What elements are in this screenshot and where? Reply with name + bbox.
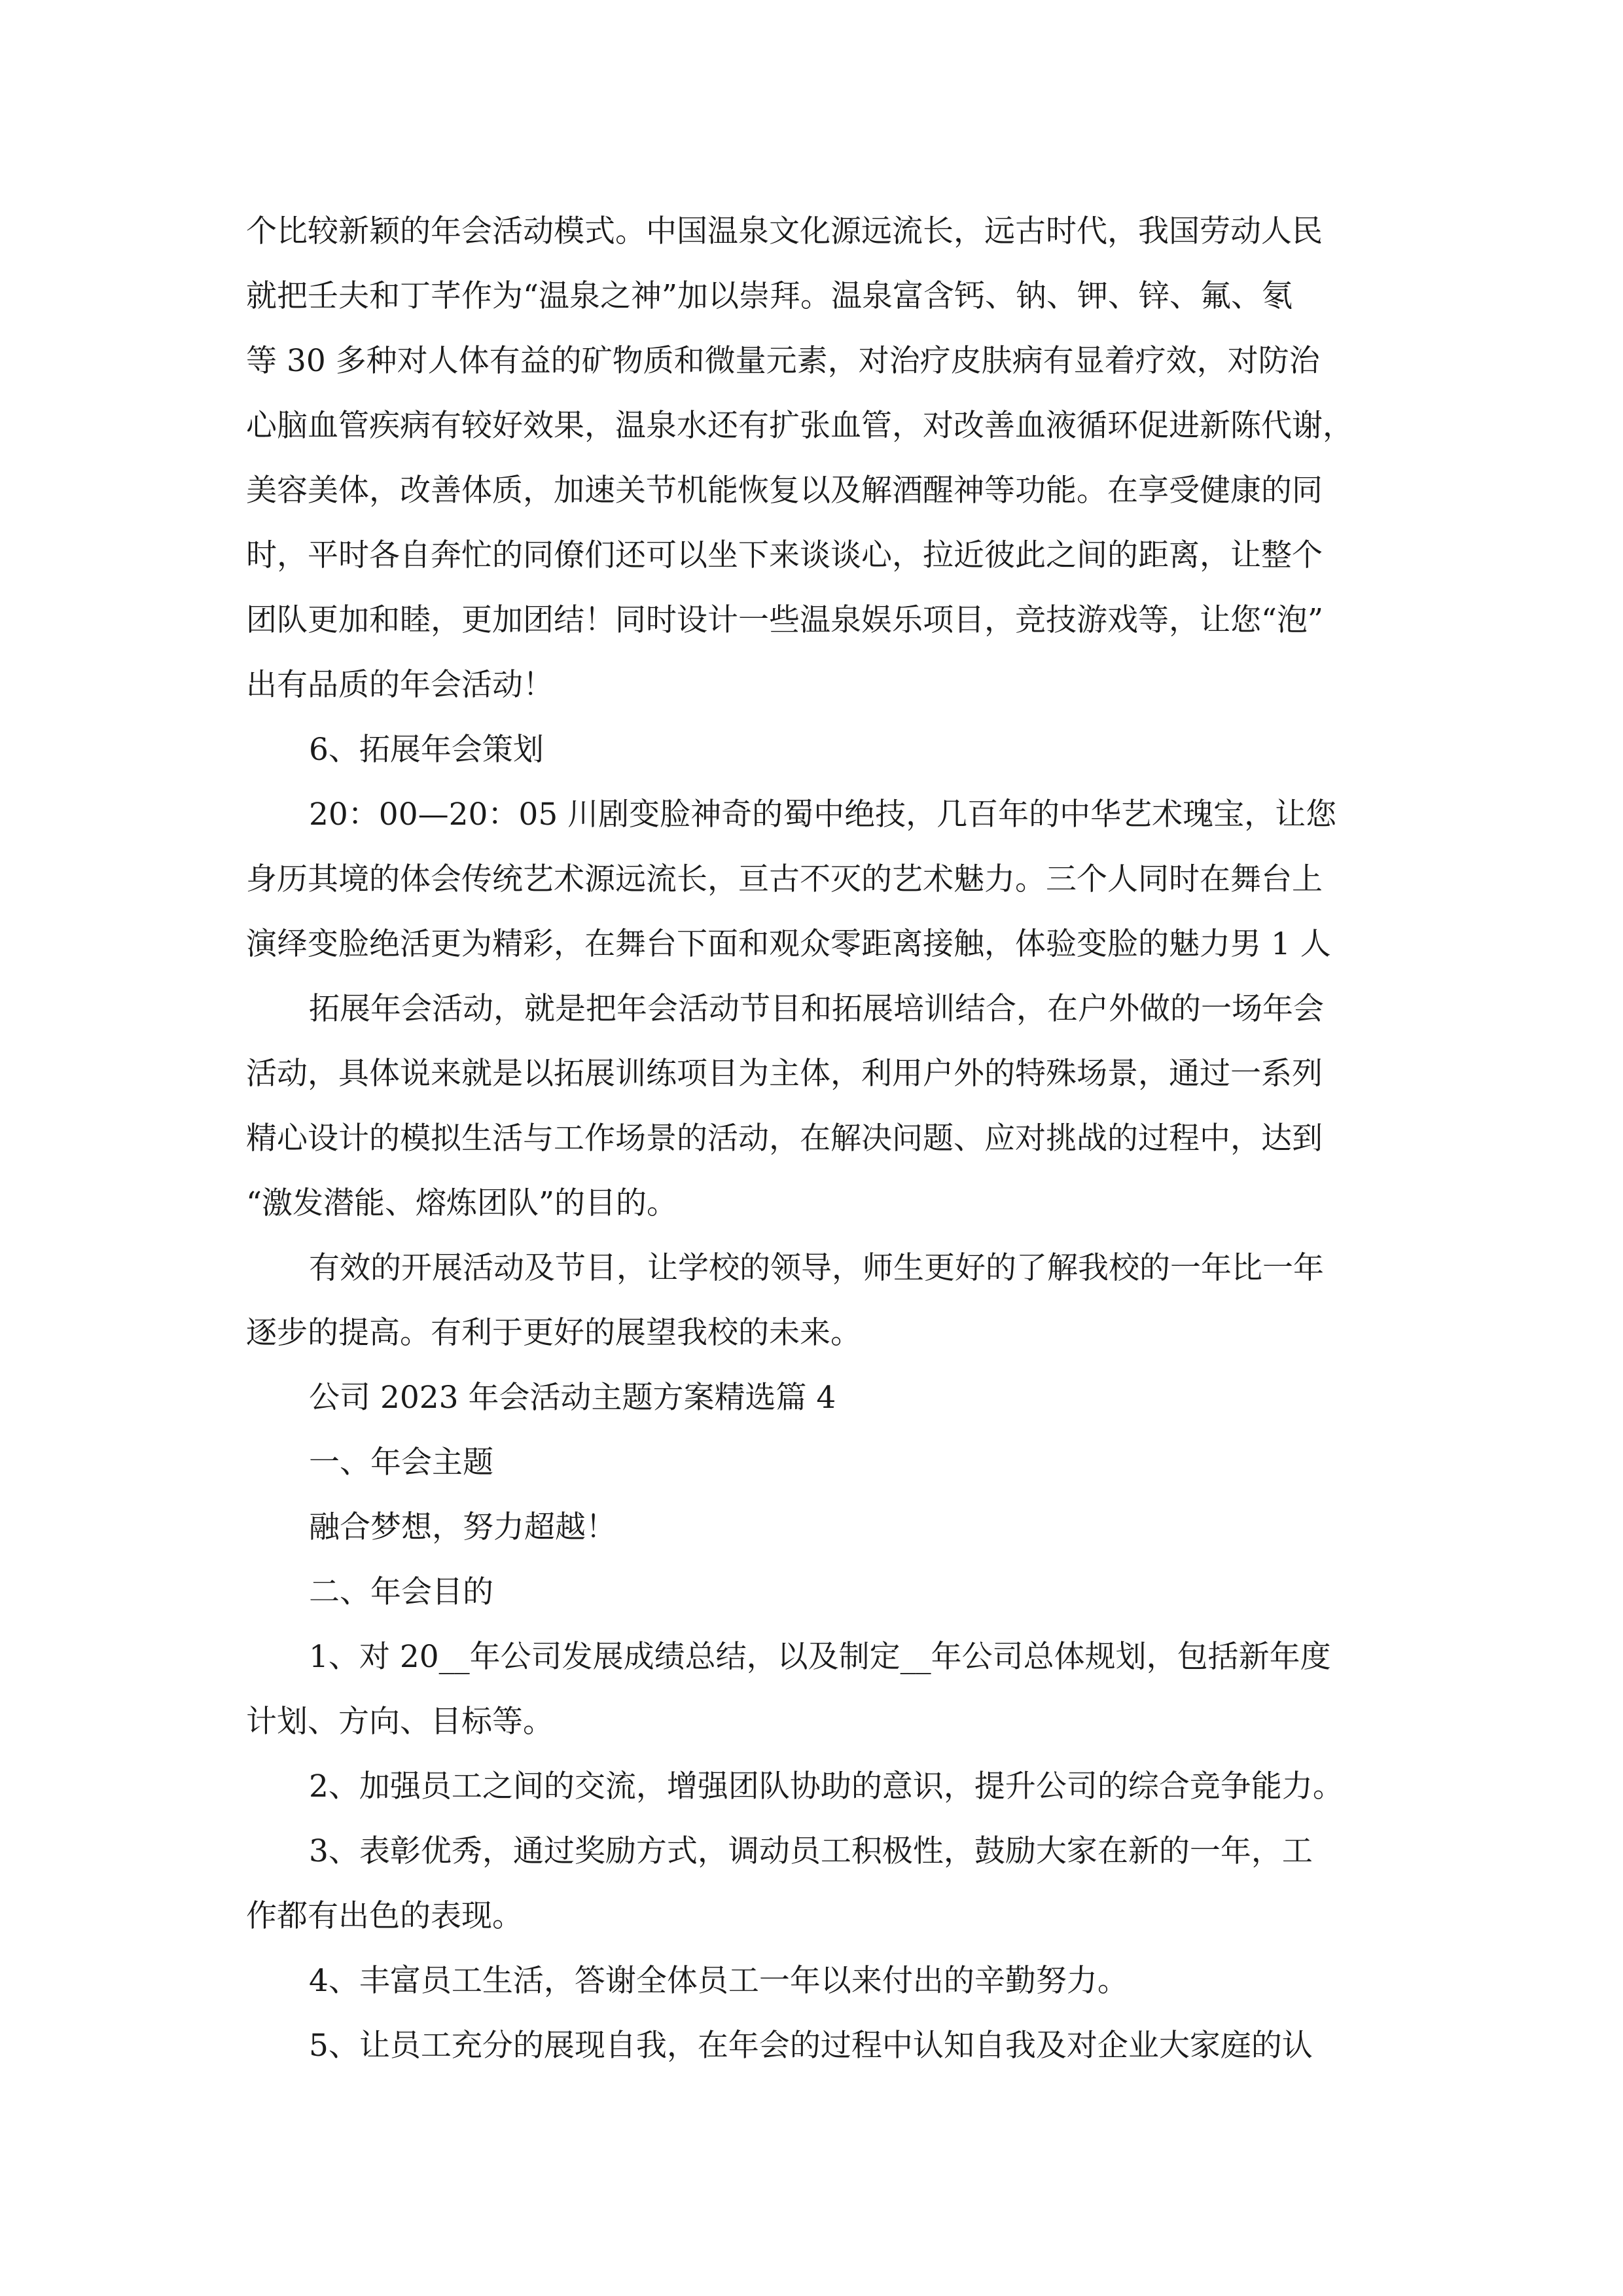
text-line: 20：00—20：05 川剧变脸神奇的蜀中绝技，几百年的中华艺术瑰宝，让您 — [309, 797, 1337, 833]
section-title: 公司 2023 年会活动主题方案精选篇 4 — [309, 1380, 836, 1416]
text-line: 融合梦想，努力超越！ — [309, 1509, 616, 1545]
list-item: 3、表彰优秀，通过奖励方式，调动员工积极性，鼓励大家在新的一年，工 — [309, 1833, 1313, 1869]
text-line: 计划、方向、目标等。 — [246, 1704, 554, 1740]
text-line: 逐步的提高。有利于更好的展望我校的未来。 — [246, 1315, 861, 1351]
text-line: “激发潜能、熔炼团队”的目的。 — [246, 1185, 678, 1221]
text-line: 作都有出色的表现。 — [246, 1898, 523, 1934]
section-heading: 一、年会主题 — [309, 1444, 493, 1480]
list-item: 1、对 20__年公司发展成绩总结，以及制定__年公司总体规划，包括新年度 — [309, 1639, 1331, 1675]
text-line: 就把壬夫和丁芊作为“温泉之神”加以崇拜。温泉富含钙、钠、钾、锌、氟、氡 — [246, 278, 1293, 314]
text-line: 等 30 多种对人体有益的矿物质和微量元素，对治疗皮肤病有显着疗效，对防治 — [246, 343, 1320, 379]
list-item: 2、加强员工之间的交流，增强团队协助的意识，提升公司的综合竞争能力。 — [309, 1768, 1344, 1804]
text-line: 出有品质的年会活动！ — [246, 667, 554, 703]
text-line: 演绎变脸绝活更为精彩，在舞台下面和观众零距离接触，体验变脸的魅力男 1 人 — [246, 926, 1331, 962]
section-heading: 6、拓展年会策划 — [309, 732, 544, 768]
text-line: 拓展年会活动，就是把年会活动节目和拓展培训结合，在户外做的一场年会 — [309, 991, 1324, 1027]
text-line: 有效的开展活动及节目，让学校的领导，师生更好的了解我校的一年比一年 — [309, 1250, 1324, 1286]
list-item: 5、让员工充分的展现自我，在年会的过程中认知自我及对企业大家庭的认 — [309, 2028, 1313, 2064]
text-line: 身历其境的体会传统艺术源远流长，亘古不灭的艺术魅力。三个人同时在舞台上 — [246, 861, 1323, 897]
text-line: 美容美体，改善体质，加速关节机能恢复以及解酒醒神等功能。在享受健康的同 — [246, 473, 1323, 509]
text-line: 心脑血管疾病有较好效果，温泉水还有扩张血管，对改善血液循环促进新陈代谢， — [246, 408, 1353, 444]
text-line: 活动，具体说来就是以拓展训练项目为主体，利用户外的特殊场景，通过一系列 — [246, 1056, 1323, 1092]
text-line: 时，平时各自奔忙的同僚们还可以坐下来谈谈心，拉近彼此之间的距离，让整个 — [246, 537, 1323, 573]
text-line: 精心设计的模拟生活与工作场景的活动，在解决问题、应对挑战的过程中，达到 — [246, 1121, 1323, 1157]
list-item: 4、丰富员工生活，答谢全体员工一年以来付出的辛勤努力。 — [309, 1963, 1128, 1999]
section-heading: 二、年会目的 — [309, 1574, 493, 1610]
text-line: 团队更加和睦，更加团结！同时设计一些温泉娱乐项目，竞技游戏等，让您“泡” — [246, 602, 1324, 638]
text-line: 个比较新颖的年会活动模式。中国温泉文化源远流长，远古时代，我国劳动人民 — [246, 213, 1323, 249]
